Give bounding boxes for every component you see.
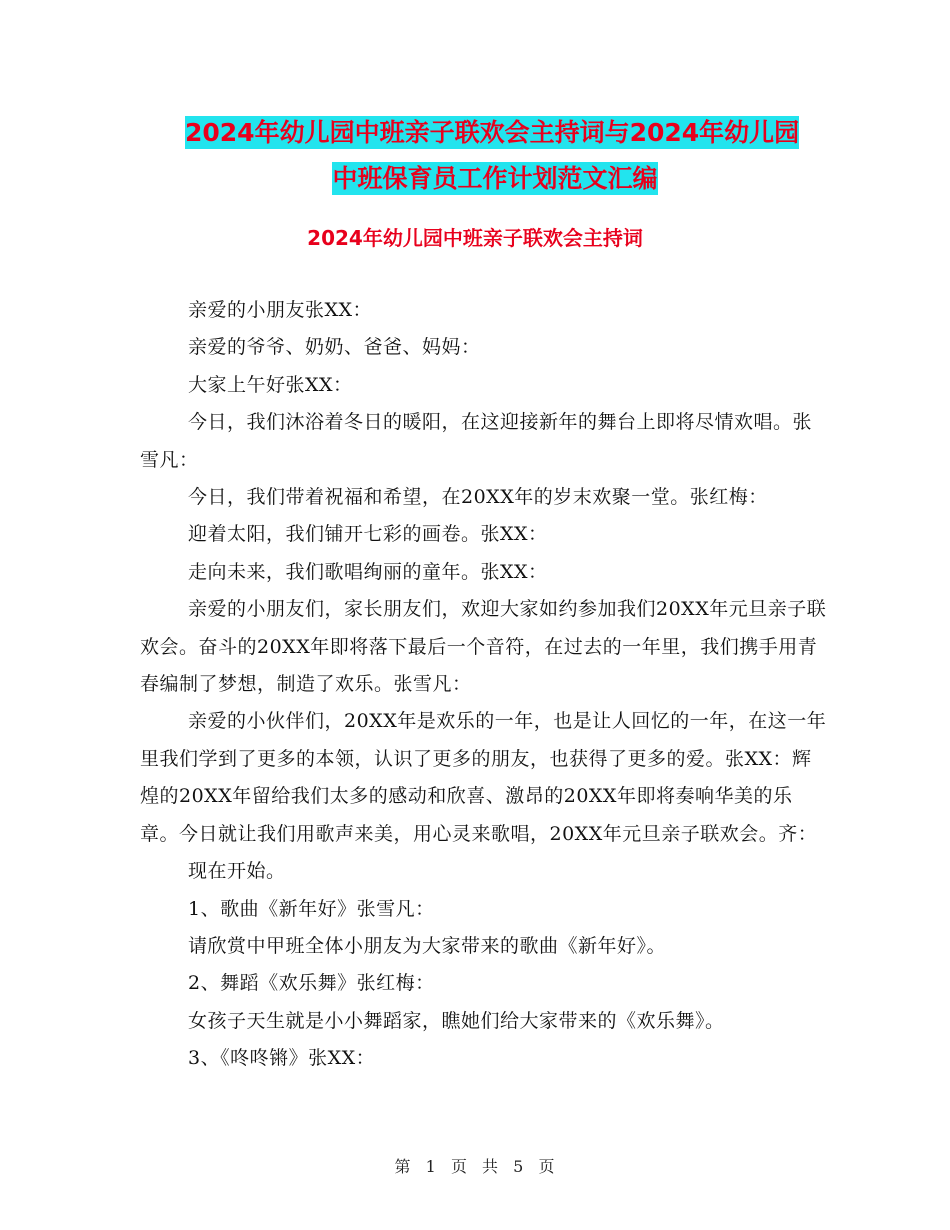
document-body bbox=[140, 292, 830, 1078]
section-title: 2024年幼儿园中班亲子联欢会主持词 bbox=[307, 226, 643, 250]
footer-suffix: 页 bbox=[538, 1157, 556, 1176]
document-title bbox=[185, 110, 825, 202]
total-pages-number: 5 bbox=[513, 1157, 525, 1176]
footer-total-label: 共 bbox=[482, 1157, 500, 1176]
current-page-number: 1 bbox=[425, 1157, 437, 1176]
paragraph: 亲爱的小伙伴们，20XX年是欢乐的一年，也是让人回忆的一年，在这一年里我们学到了更多的本领，认识了更多的朋友，也获得了更多的爱。张XX：辉煌的20XX年留给我们太多的感动和欣喜、激昂的20XX年即将奏响华美的乐章。今日就让我们用歌声来美，用心灵来歌唱，20XX年元旦亲子联欢会。齐： bbox=[140, 710, 827, 845]
footer-prefix: 第 bbox=[394, 1157, 412, 1176]
footer-page-label: 页 bbox=[450, 1157, 468, 1176]
paragraph: 今日，我们沐浴着冬日的暖阳，在这迎接新年的舞台上即将尽情欢唱。张雪凡： bbox=[140, 411, 813, 471]
paragraph: 亲爱的爷爷、奶奶、爸爸、妈妈： bbox=[188, 336, 481, 359]
paragraph: 亲爱的小朋友们，家长朋友们，欢迎大家如约参加我们20XX年元旦亲子联欢会。奋斗的20XX年即将落下最后一个音符，在过去的一年里，我们携手用青春编制了梦想，制造了欢乐。张雪凡： bbox=[140, 598, 827, 696]
paragraph: 大家上午好张XX： bbox=[188, 373, 353, 396]
paragraph: 走向未来，我们歌唱绚丽的童年。张XX： bbox=[188, 560, 548, 583]
title-line-2: 中班保育员工作计划范文汇编 bbox=[332, 164, 658, 193]
title-line-1: 2024年幼儿园中班亲子联欢会主持词与2024年幼儿园 bbox=[185, 118, 800, 147]
paragraph: 迎着太阳，我们铺开七彩的画卷。张XX： bbox=[188, 523, 548, 546]
paragraph: 女孩子天生就是小小舞蹈家，瞧她们给大家带来的《欢乐舞》。 bbox=[188, 1009, 725, 1032]
paragraph: 请欣赏中甲班全体小朋友为大家带来的歌曲《新年好》。 bbox=[188, 934, 667, 957]
paragraph: 亲爱的小朋友张XX： bbox=[188, 299, 373, 321]
paragraph: 1、歌曲《新年好》张雪凡： bbox=[188, 897, 435, 920]
paragraph: 现在开始。 bbox=[188, 860, 286, 883]
paragraph: 2、舞蹈《欢乐舞》张红梅： bbox=[188, 972, 435, 995]
page-footer bbox=[0, 1154, 950, 1177]
paragraph: 3、《咚咚锵》张XX： bbox=[188, 1047, 376, 1070]
paragraph: 今日，我们带着祝福和希望，在20XX年的岁末欢聚一堂。张红梅： bbox=[188, 486, 768, 509]
